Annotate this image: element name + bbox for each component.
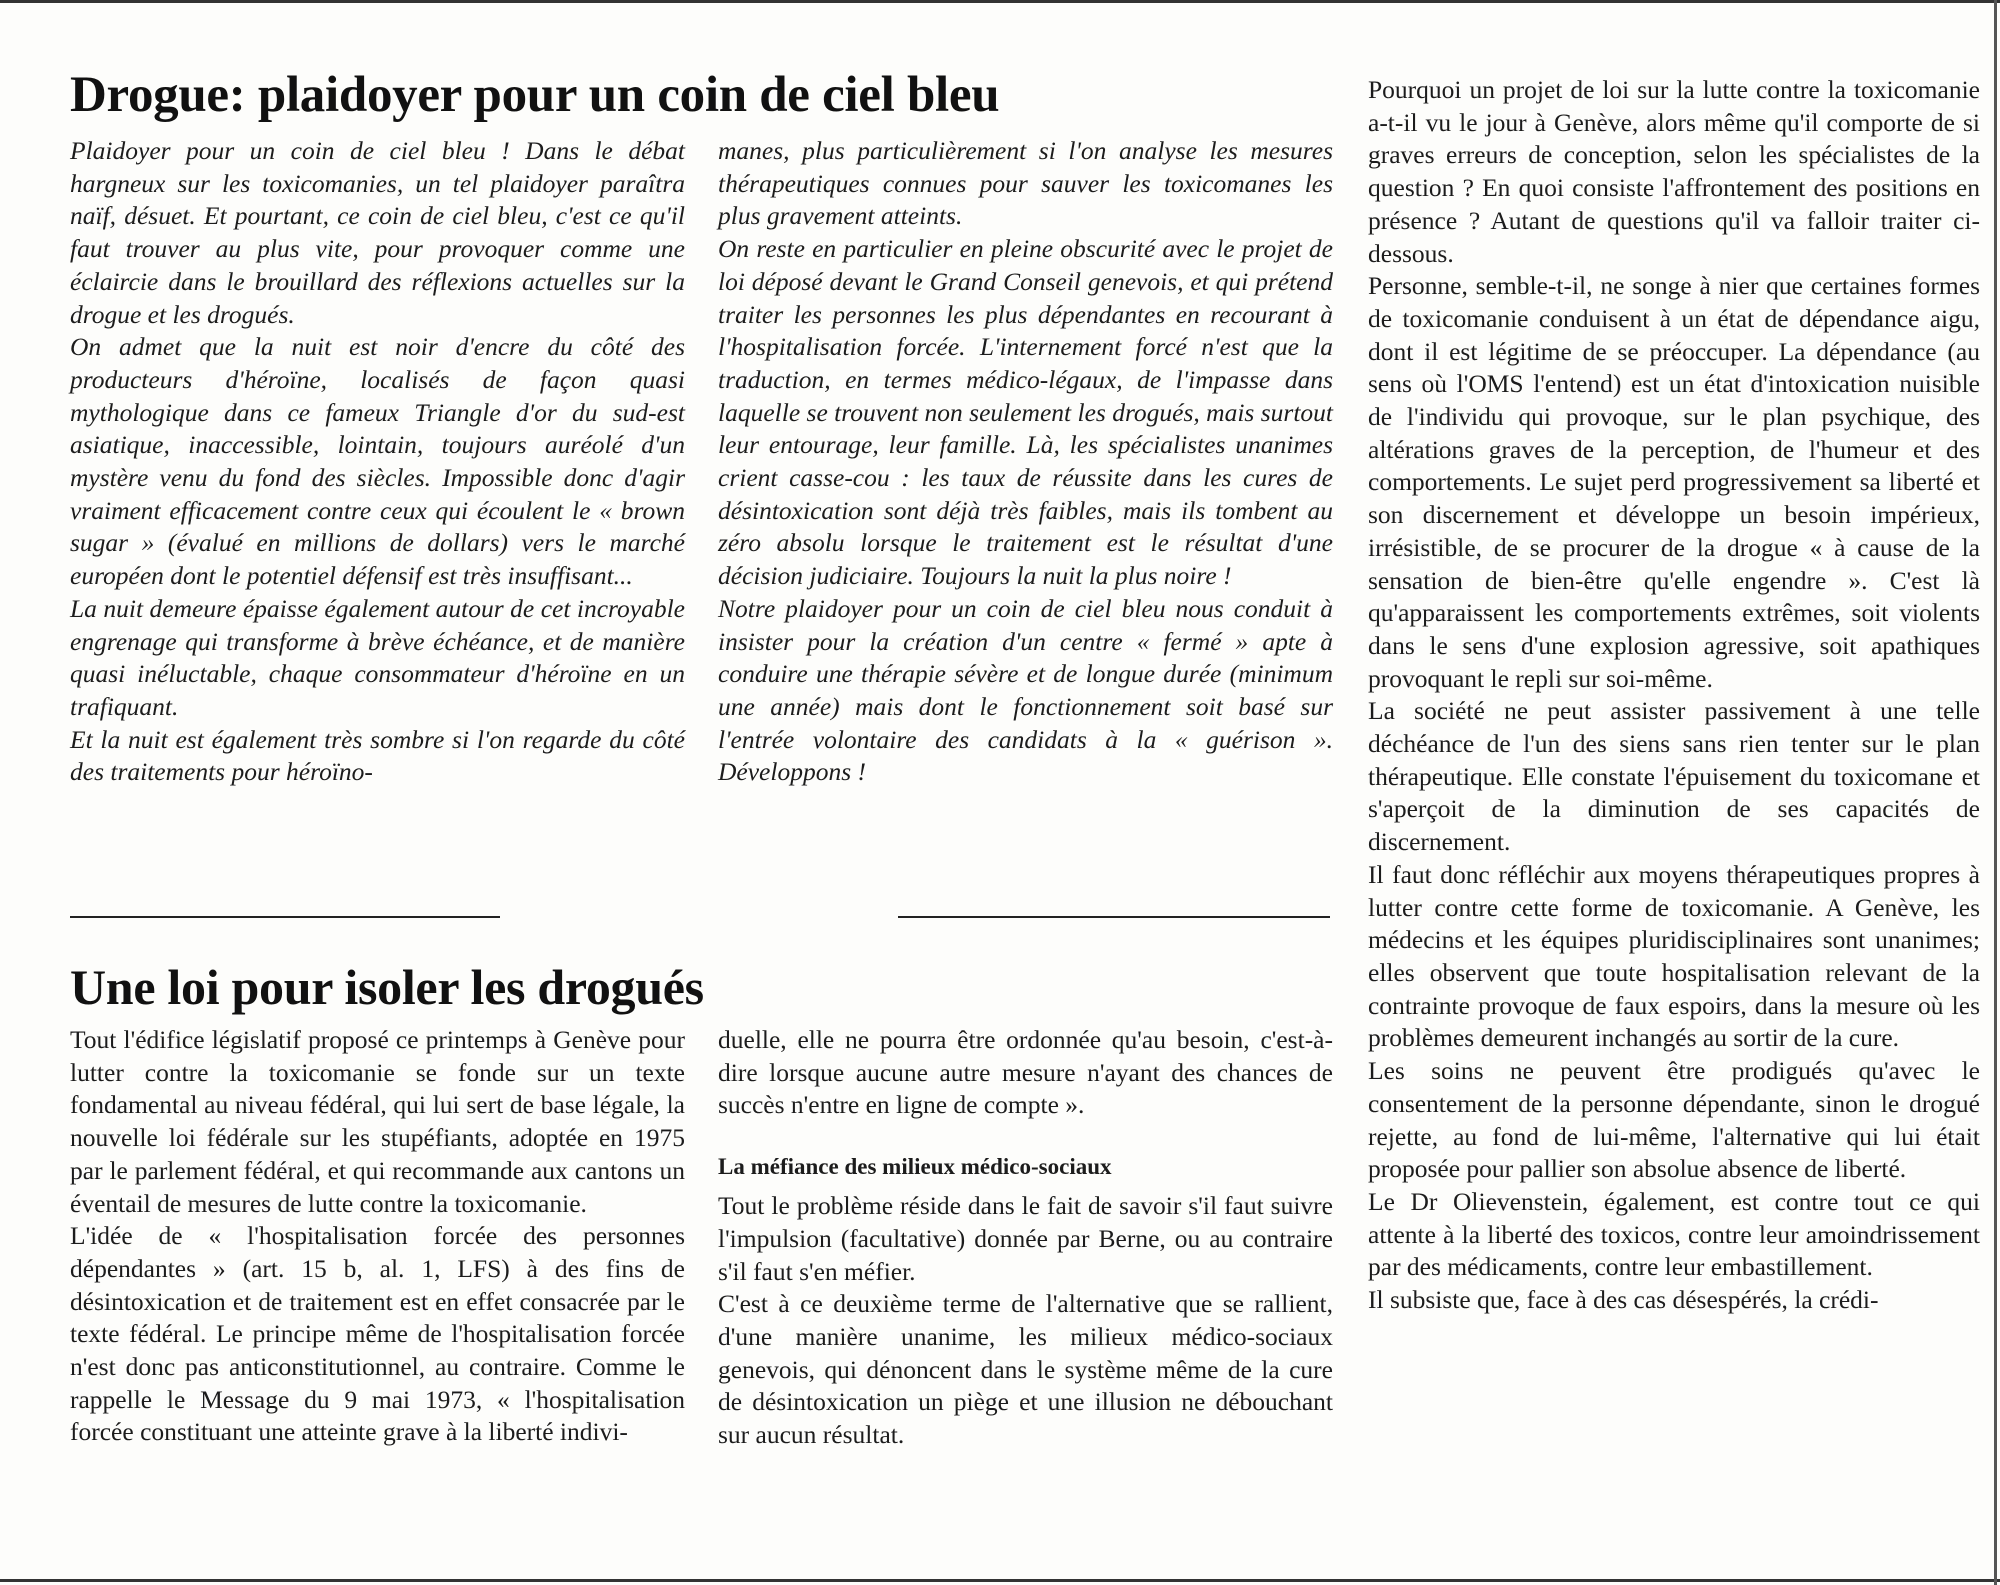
paragraph: C'est à ce deuxième terme de l'alternative que se rallient, d'une manière unanime, les milieux médico-sociaux genevois, qui dénoncent dans le système même de la cure de désintoxication un piège et une illusion ne débouchant sur aucun résultat. <box>718 1289 1333 1450</box>
paragraph: Tout l'édifice législatif proposé ce printemps à Genève pour lutter contre la toxicomanie se fonde sur un texte fondamental au niveau fédéral, qui lui sert de base légale, la nouvelle loi fédérale sur les stupéfiants, adoptée en 1975 par le parlement fédéral, et qui recommande aux cantons un éventail de mesures de lutte contre la toxicomanie. <box>70 1025 685 1218</box>
section-divider-left <box>70 916 500 918</box>
section-subheading: La méfiance des milieux médico-sociaux <box>718 1154 1112 1180</box>
paragraph: La nuit demeure épaisse également autour de cet incroyable engrenage qui transforme à brève échéance, et de manière quasi inéluctable, chaque consommateur d'héroïne en un trafiquant. <box>70 593 685 721</box>
paragraph: L'idée de « l'hospitalisation forcée des personnes dépendantes » (art. 15 b, al. 1, LFS) à des fins de désintoxication et de traitement est en effet consacrée par le texte fédéral. Le principe même de l'hospitalisation forcée n'est donc pas anticonstitutionnel, au contraire. Comme le rappelle le Message du 9 mai 1973, « l'hospitalisation forcée constituant une atteinte grave à la liberté indivi- <box>70 1221 685 1447</box>
paragraph: Personne, semble-t-il, ne songe à nier que certaines formes de toxicomanie conduisent à un état de dépendance aigu, dont il est légitime de se préoccuper. La dépendance (au sens où l'OMS l'entend) est un état d'intoxication nuisible de l'individu qui provoque, sur le plan psychique, des altérations graves de la perception, de l'humeur et des comportements. Le sujet perd progressivement sa liberté et son discernement et développe un besoin impérieux, irrésistible, de se procurer de la drogue « à cause de la sensation de bien-être qu'elle engendre ». C'est là qu'apparaissent les comportements extrêmes, soit violents dans le sens d'une explosion agressive, soit apathiques provoquant le repli sur soi-même. <box>1368 271 1980 693</box>
paragraph: Tout le problème réside dans le fait de savoir s'il faut suivre l'impulsion (facultative) donnée par Berne, ou au contraire s'il faut s'en méfier. <box>718 1191 1333 1286</box>
article-2-column-2 <box>718 1024 1333 1452</box>
page-right-border <box>1994 0 1997 1585</box>
paragraph: Notre plaidoyer pour un coin de ciel bleu nous conduit à insister pour la création d'un centre « fermé » apte à conduire une thérapie sévère et de longue durée (minimum une année) mais dont le fonctionnement soit basé sur l'entrée volontaire des candidats à la « guérison ». Développons ! <box>718 593 1333 787</box>
article-1-column-2 <box>718 135 1333 789</box>
paragraph: Pourquoi un projet de loi sur la lutte contre la toxicomanie a-t-il vu le jour à Genève, alors même qu'il comporte de si graves erreurs de conception, selon les spécialistes de la question ? En quoi consiste l'affrontement des positions en présence ? Autant de questions qu'il va falloir traiter ci-dessous. <box>1368 75 1980 268</box>
article-1-headline: Drogue: plaidoyer pour un coin de ciel bleu <box>70 67 1000 123</box>
paragraph: manes, plus particulièrement si l'on analyse les mesures thérapeutiques connues pour sauver les toxicomanes les plus gravement atteints. <box>718 136 1333 231</box>
paragraph: duelle, elle ne pourra être ordonnée qu'au besoin, c'est-à-dire lorsque aucune autre mesure n'ayant des chances de succès n'entre en ligne de compte ». <box>718 1025 1333 1120</box>
article-2-column-3 <box>1368 74 1980 1317</box>
paragraph: On reste en particulier en pleine obscurité avec le projet de loi déposé devant le Grand Conseil genevois, et qui prétend traiter les personnes les plus dépendantes en recourant à l'hospitalisation forcée. L'internement forcé n'est que la traduction, en termes médico-légaux, de l'impasse dans laquelle se trouvent non seulement les drogués, mais surtout leur entourage, leur famille. Là, les spécialistes unanimes crient casse-cou : les taux de réussite dans les cures de désintoxication sont déjà très faibles, mais ils tombent au zéro absolu lorsque le traitement est le résultat d'une décision judiciaire. Toujours la nuit la plus noire ! <box>718 234 1333 591</box>
section-divider-right <box>898 916 1330 918</box>
paragraph: On admet que la nuit est noir d'encre du côté des producteurs d'héroïne, localisés de façon quasi mythologique dans ce fameux Triangle d'or du sud-est asiatique, inaccessible, lointain, toujours auréolé d'un mystère venu du fond des siècles. Impossible donc d'agir vraiment efficacement contre ceux qui écoulent le « brown sugar » (évalué en millions de dollars) vers le marché européen dont le potentiel défensif est très insuffisant... <box>70 332 685 591</box>
article-2-column-1 <box>70 1024 685 1449</box>
paragraph: Les soins ne peuvent être prodigués qu'avec le consentement de la personne dépendante, sinon le drogué rejette, au fond de lui-même, l'alternative qui lui était proposée pour pallier son absolue absence de liberté. <box>1368 1056 1980 1184</box>
paragraph: Il subsiste que, face à des cas désespérés, la crédi- <box>1368 1285 1879 1315</box>
paragraph: Le Dr Olievenstein, également, est contre tout ce qui attente à la liberté des toxicos, contre leur amoindrissement par des médicaments, contre leur embastillement. <box>1368 1186 1980 1282</box>
page-top-border <box>0 0 2000 3</box>
paragraph: Il faut donc réfléchir aux moyens thérapeutiques propres à lutter contre cette forme de toxicomanie. A Genève, les médecins et les équipes pluridisciplinaires sont unanimes; elles observent que toute hospitalisation relevant de la contrainte provoque de faux espoirs, dans la mesure où les problèmes demeurent inchangés au sortir de la cure. <box>1368 859 1980 1053</box>
article-2-headline: Une loi pour isoler les drogués <box>70 959 704 1015</box>
paragraph: Plaidoyer pour un coin de ciel bleu ! Dans le débat hargneux sur les toxicomanies, un tel plaidoyer paraîtra naïf, désuet. Et pourtant, ce coin de ciel bleu, c'est ce qu'il faut trouver au plus vite, pour provoquer comme une éclaircie dans le brouillard des réflexions actuelles sur la drogue et les drogués. <box>70 136 685 329</box>
article-1-column-1 <box>70 135 685 789</box>
page-bottom-border <box>0 1579 2000 1582</box>
paragraph: La société ne peut assister passivement à une telle déchéance de l'un des siens sans rien tenter sur le plan thérapeutique. Elle constate l'épuisement du toxicomane et s'aperçoit de la diminution de ses capacités de discernement. <box>1368 696 1980 857</box>
paragraph: Et la nuit est également très sombre si l'on regarde du côté des traitements pour héroïno- <box>70 724 685 787</box>
